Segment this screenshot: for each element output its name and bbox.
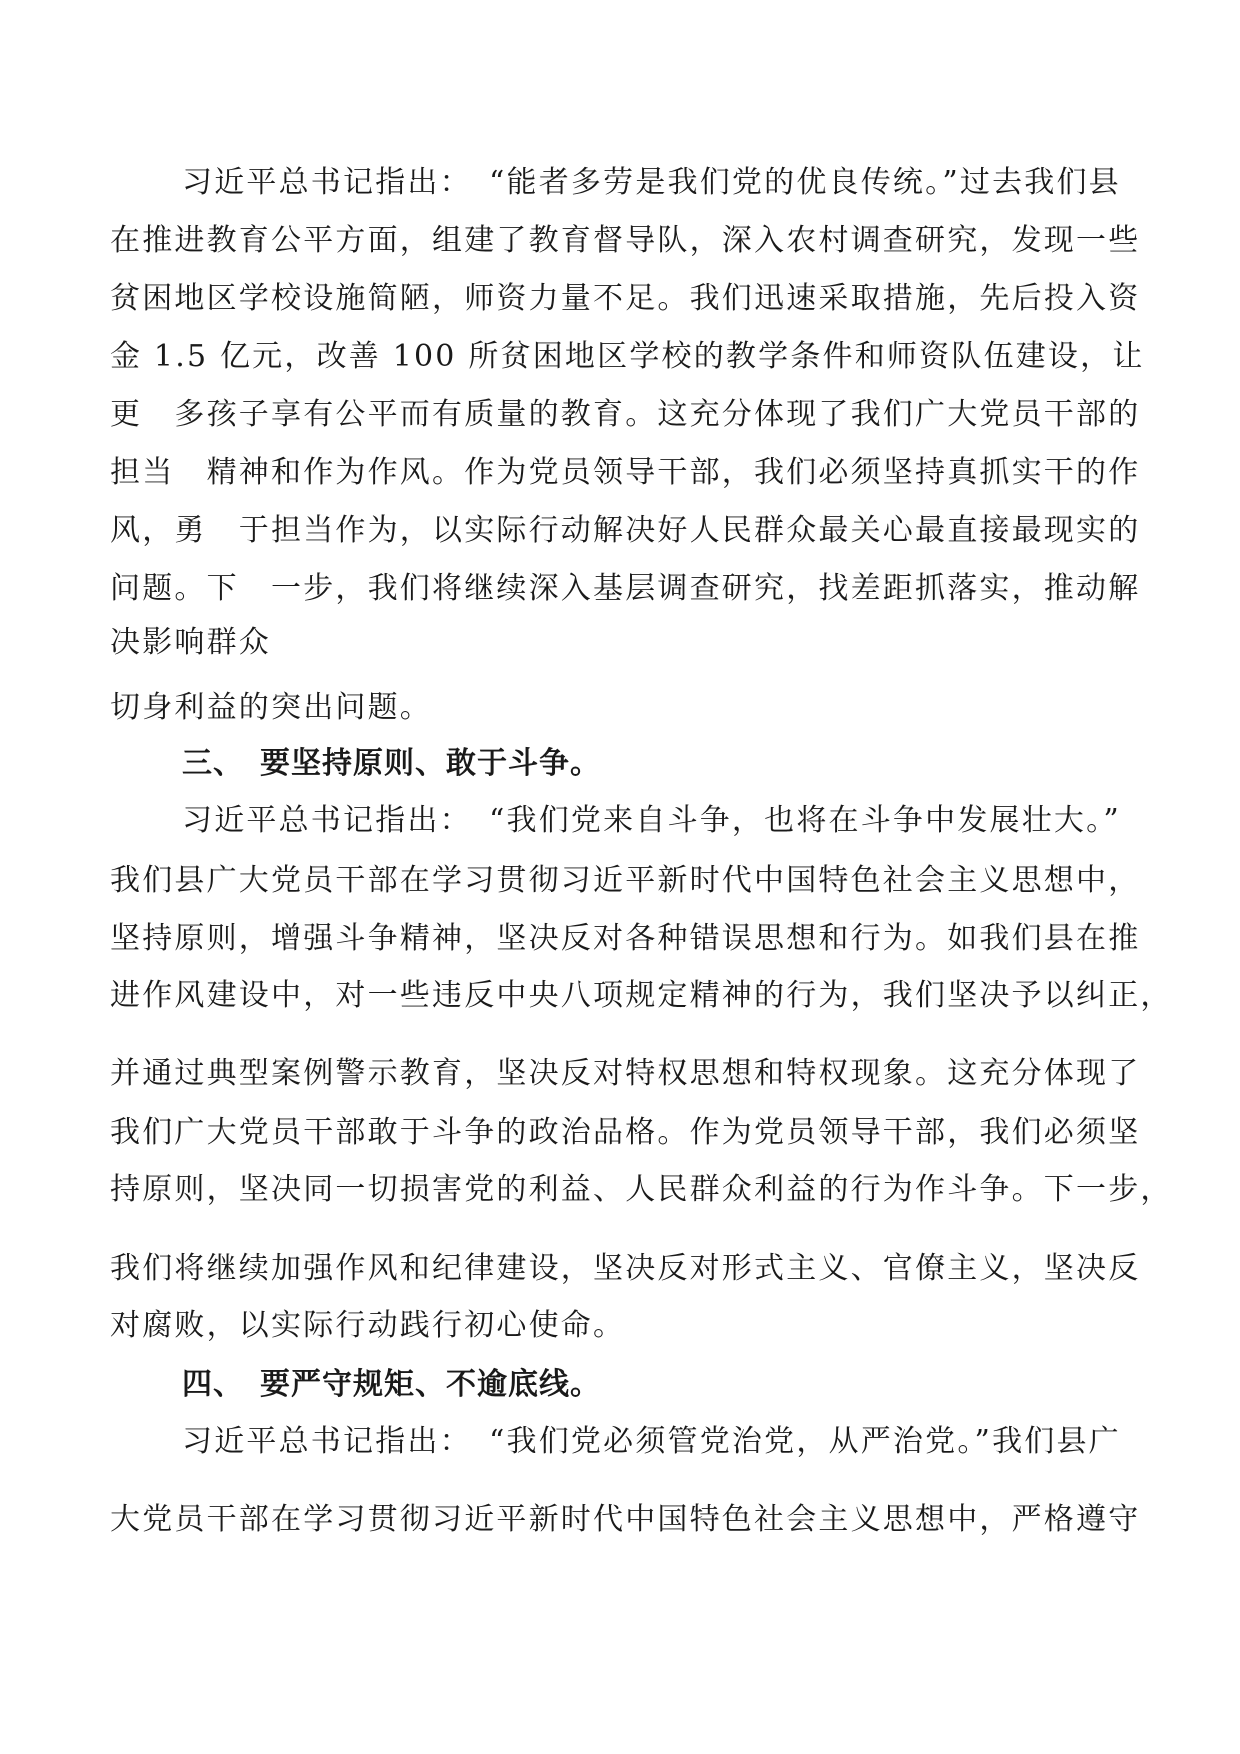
text-line-14: 进作风建设中，对一些违反中央八项规定精神的行为，我们坚决予以纠正， — [110, 978, 1173, 1013]
text-line-18: 我们将继续加强作风和纪律建设，坚决反对形式主义、官僚主义，坚决反 — [110, 1251, 1141, 1286]
text-line-16: 我们广大党员干部敢于斗争的政治品格。作为党员领导干部，我们必须坚 — [110, 1115, 1141, 1150]
text-line-11: 习近平总书记指出： “我们党来自斗争，也将在斗争中发展壮大。” — [182, 803, 1121, 838]
section-heading-4: 四、 要严守规矩、不逾底线。 — [182, 1367, 601, 1402]
text-line-5: 更 多孩子享有公平而有质量的教育。这充分体现了我们广大党员干部的 — [110, 397, 1141, 432]
text-line-9: 决影响群众 — [110, 625, 271, 660]
text-line-10: 切身利益的突出问题。 — [110, 690, 432, 725]
text-line-2: 在推进教育公平方面，组建了教育督导队，深入农村调查研究，发现一些 — [110, 223, 1141, 258]
text-line-8: 问题。下 一步，我们将继续深入基层调查研究，找差距抓落实，推动解 — [110, 571, 1141, 606]
text-line-6: 担当 精神和作为作风。作为党员领导干部，我们必须坚持真抓实干的作 — [110, 455, 1141, 490]
text-line-1: 习近平总书记指出： “能者多劳是我们党的优良传统。”过去我们县 — [182, 165, 1121, 200]
text-line-17: 持原则，坚决同一切损害党的利益、人民群众利益的行为作斗争。下一步， — [110, 1172, 1173, 1207]
text-line-7: 风，勇 于担当作为，以实际行动解决好人民群众最关心最直接最现实的 — [110, 513, 1141, 548]
text-line-21: 大党员干部在学习贯彻习近平新时代中国特色社会主义思想中，严格遵守 — [110, 1502, 1141, 1537]
text-line-19: 对腐败，以实际行动践行初心使命。 — [110, 1308, 626, 1343]
text-line-4: 金 1.5 亿元，改善 100 所贫困地区学校的教学条件和师资队伍建设，让 — [110, 339, 1145, 374]
text-line-20: 习近平总书记指出： “我们党必须管党治党，从严治党。”我们县广 — [182, 1424, 1121, 1459]
text-line-3: 贫困地区学校设施简陋，师资力量不足。我们迅速采取措施，先后投入资 — [110, 281, 1141, 316]
text-line-15: 并通过典型案例警示教育，坚决反对特权思想和特权现象。这充分体现了 — [110, 1056, 1141, 1091]
section-heading-3: 三、 要坚持原则、敢于斗争。 — [182, 746, 601, 781]
text-line-13: 坚持原则，增强斗争精神，坚决反对各种错误思想和行为。如我们县在推 — [110, 921, 1141, 956]
text-line-12: 我们县广大党员干部在学习贯彻习近平新时代中国特色社会主义思想中， — [110, 863, 1141, 898]
